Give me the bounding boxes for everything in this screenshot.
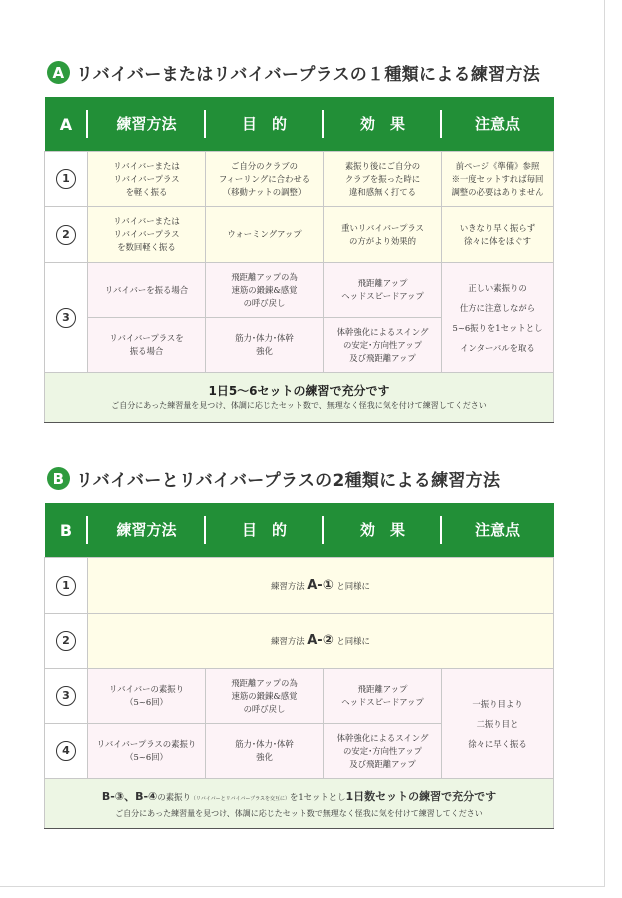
table-b bbox=[44, 503, 554, 829]
purpose-cell: 飛距離アップの為 速筋の鍛錬&感覚 の呼び戻し bbox=[206, 263, 324, 318]
section-a-title: リバイバーまたはリバイバープラスの１種類による練習方法 bbox=[76, 65, 541, 85]
table-a-header-letter: A bbox=[45, 97, 88, 152]
row-number: 1 bbox=[45, 152, 88, 207]
effect-cell: 重いリバイバープラス の方がより効果的 bbox=[324, 207, 442, 263]
row-number: 2 bbox=[45, 614, 88, 669]
purpose-cell: 筋力･体力･体幹 強化 bbox=[206, 318, 324, 373]
table-b-header-method: 練習方法 bbox=[88, 503, 206, 558]
table-b-header-letter: B bbox=[45, 503, 88, 558]
row-number: 2 bbox=[45, 207, 88, 263]
method-cell: リバイバーまたは リバイバープラス を軽く振る bbox=[88, 152, 206, 207]
row-number: 3 bbox=[45, 669, 88, 724]
section-a-heading bbox=[47, 60, 540, 85]
section-b-heading bbox=[47, 466, 500, 491]
caution-cell: いきなり早く振らず 徐々に体をほぐす bbox=[442, 207, 554, 263]
effect-cell: 飛距離アップ ヘッドスピードアップ bbox=[324, 263, 442, 318]
table-b-header-purpose: 目 的 bbox=[206, 503, 324, 558]
section-b-title: リバイバーとリバイバープラスの2種類による練習方法 bbox=[76, 471, 501, 491]
table-a-header-purpose: 目 的 bbox=[206, 97, 324, 152]
footer-sub-text: ご自分にあった練習量を見つけ、体調に応じたセット数で無理なく怪我に気を付けて練習してください bbox=[115, 808, 483, 818]
same-as-cell: 練習方法 A-② と同様に bbox=[88, 614, 554, 669]
method-cell: リバイバープラスの素振り （5~6回） bbox=[88, 724, 206, 779]
method-cell: リバイバーまたは リバイバープラス を数回軽く振る bbox=[88, 207, 206, 263]
table-row bbox=[45, 614, 554, 669]
footer-main-text: B-③、B-④の素振り（リバイバーとリバイバープラスを交互に）を1セットとし1日数セットの練習で充分です bbox=[101, 789, 497, 803]
effect-cell: 体幹強化によるスイング の安定･方向性アップ 及び飛距離アップ bbox=[324, 724, 442, 779]
row-number: 1 bbox=[45, 558, 88, 614]
table-row bbox=[45, 669, 554, 724]
effect-cell: 素振り後にご自分の クラブを振った時に 違和感無く打てる bbox=[324, 152, 442, 207]
purpose-cell: ご自分のクラブの フィーリングに合わせる （移動ナットの調整） bbox=[206, 152, 324, 207]
effect-cell: 飛距離アップ ヘッドスピードアップ bbox=[324, 669, 442, 724]
caution-cell: 正しい素振りの 仕方に注意しながら 5~6振りを1セットとし インターバルを取る bbox=[442, 263, 554, 373]
table-b-footer bbox=[45, 779, 554, 829]
footer-main-text: 1日5～6セットの練習で充分です bbox=[208, 384, 390, 398]
table-b-header-effect: 効 果 bbox=[324, 503, 442, 558]
table-row bbox=[45, 558, 554, 614]
purpose-cell: 筋力･体力･体幹 強化 bbox=[206, 724, 324, 779]
footer-sub-text: ご自分にあった練習量を見つけ、体調に応じたセット数で、無理なく怪我に気を付けて練習してください bbox=[111, 401, 487, 410]
table-a-header-method: 練習方法 bbox=[88, 97, 206, 152]
table-row bbox=[45, 152, 554, 207]
table-a-header-caution: 注意点 bbox=[442, 97, 554, 152]
table-row bbox=[45, 263, 554, 318]
caution-cell: 前ページ《準備》参照 ※一度セットすれば毎回 調整の必要はありません bbox=[442, 152, 554, 207]
table-a bbox=[44, 97, 554, 423]
table-a-footer bbox=[45, 373, 554, 423]
table-a-header-effect: 効 果 bbox=[324, 97, 442, 152]
table-b-header-caution: 注意点 bbox=[442, 503, 554, 558]
purpose-cell: 飛距離アップの為 速筋の鍛錬&感覚 の呼び戻し bbox=[206, 669, 324, 724]
section-a-badge: A bbox=[47, 61, 70, 84]
caution-cell: 一振り目より 二振り目と 徐々に早く振る bbox=[442, 669, 554, 779]
effect-cell: 体幹強化によるスイング の安定･方向性アップ 及び飛距離アップ bbox=[324, 318, 442, 373]
row-number: 4 bbox=[45, 724, 88, 779]
method-cell: リバイバープラスを 振る場合 bbox=[88, 318, 206, 373]
section-b-badge: B bbox=[47, 467, 70, 490]
method-cell: リバイバーの素振り （5~6回） bbox=[88, 669, 206, 724]
purpose-cell: ウォーミングアップ bbox=[206, 207, 324, 263]
method-cell: リバイバーを振る場合 bbox=[88, 263, 206, 318]
table-row bbox=[45, 207, 554, 263]
row-number: 3 bbox=[45, 263, 88, 373]
same-as-cell: 練習方法 A-① と同様に bbox=[88, 558, 554, 614]
